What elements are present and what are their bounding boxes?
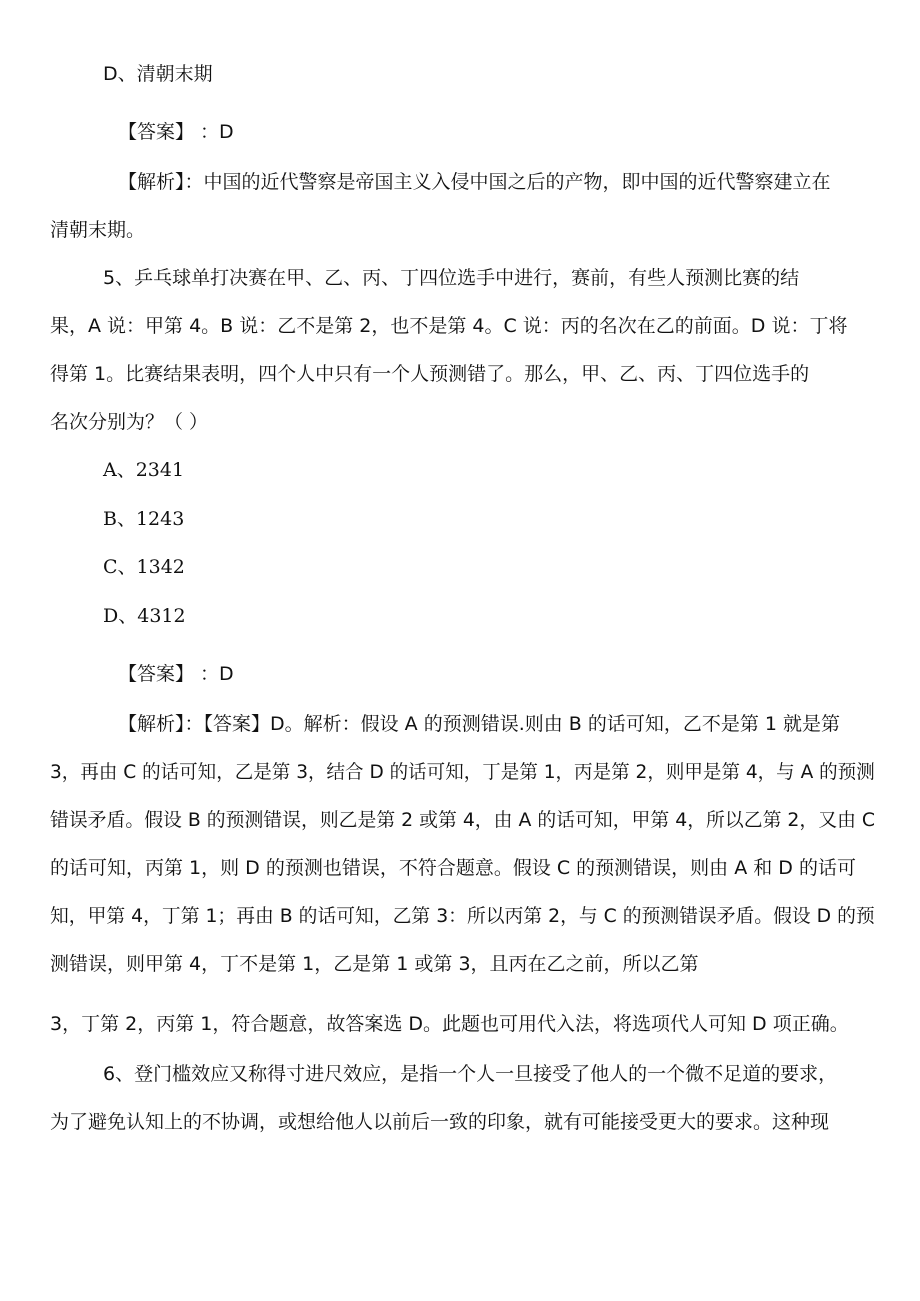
q6-stem-line2: 为了避免认知上的不协调，或想给他人以前后一致的印象，就有可能接受更大的要求。这种现 [50, 1111, 830, 1133]
q5-stem-line2: 果，A 说：甲第 4。B 说：乙不是第 2，也不是第 4。C 说：丙的名次在乙的前面。D 说：丁将 [50, 315, 848, 337]
q4-analysis-line1: 【解析】：中国的近代警察是帝国主义入侵中国之后的产物，即中国的近代警察建立在 [118, 171, 831, 193]
q5-option-c: C、1342 [103, 556, 185, 578]
q5-analysis-line7: 3，丁第 2，丙第 1，符合题意，故答案选 D。此题也可用代入法，将选项代人可知 D 项正确。 [50, 1013, 849, 1035]
q5-option-a: A、2341 [103, 459, 185, 481]
q5-answer: 【答案】 ：D [118, 663, 234, 685]
q5-analysis-line1: 【解析】：【答案】D。解析：假设 A 的预测错误.则由 B 的话可知，乙不是第 1 就是第 [118, 713, 841, 735]
q4-option-d: D、清朝末期 [103, 63, 213, 85]
q5-analysis-line4: 的话可知，丙第 1，则 D 的预测也错误，不符合题意。假设 C 的预测错误，则由 A 和 D 的话可 [50, 857, 856, 879]
q5-option-b: B、1243 [103, 508, 185, 530]
q5-stem-line4: 名次分别为？（ ） [50, 411, 209, 433]
q5-option-d: D、4312 [103, 605, 186, 627]
q5-stem-line3: 得第 1。比赛结果表明，四个人中只有一个人预测错了。那么，甲、乙、丙、丁四位选手的 [50, 363, 810, 385]
q5-analysis-line6: 测错误，则甲第 4，丁不是第 1，乙是第 1 或第 3，且丙在乙之前，所以乙第 [50, 953, 699, 975]
q5-stem-line1: 5、乒乓球单打决赛在甲、乙、丙、丁四位选手中进行，赛前，有些人预测比赛的结 [103, 267, 800, 289]
q5-analysis-line5: 知，甲第 4，丁第 1；再由 B 的话可知，乙第 3：所以丙第 2，与 C 的预测错误矛盾。假设 D 的预 [50, 905, 875, 927]
q5-analysis-line3: 错误矛盾。假设 B 的预测错误，则乙是第 2 或第 4，由 A 的话可知，甲第 4，所以乙第 2，又由 C [50, 809, 876, 831]
q5-analysis-line2: 3，再由 C 的话可知，乙是第 3，结合 D 的话可知，丁是第 1，丙是第 2，则甲是第 4，与 A 的预测 [50, 761, 875, 783]
q4-answer: 【答案】 ：D [118, 121, 234, 143]
q6-stem-line1: 6、登门槛效应又称得寸进尺效应，是指一个人一旦接受了他人的一个微不足道的要求， [103, 1063, 838, 1085]
q4-analysis-line2: 清朝末期。 [50, 219, 146, 241]
